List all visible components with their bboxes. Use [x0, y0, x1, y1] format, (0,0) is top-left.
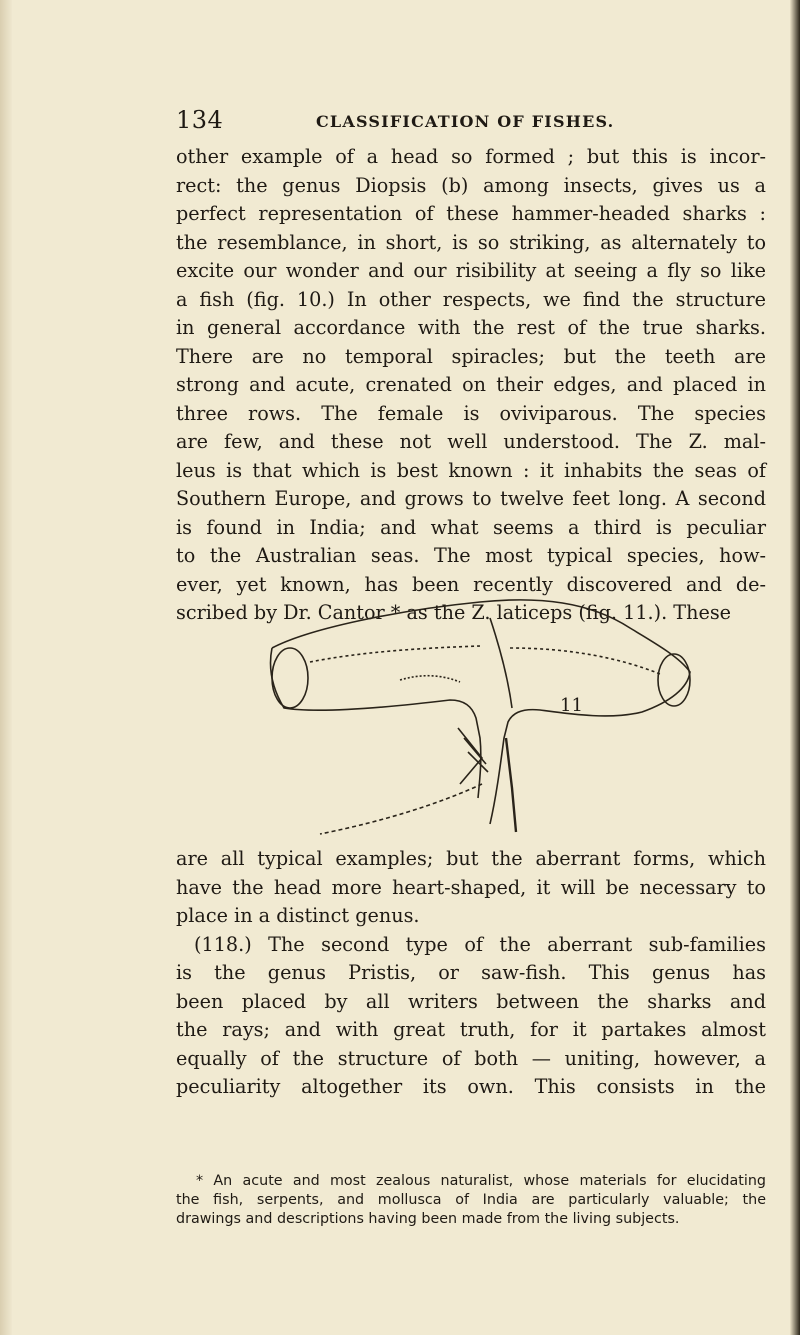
text-line: leus is that which is best known : it inhabits the seas of: [176, 458, 766, 482]
text-line: is the genus Pristis, or saw-fish. This genus has: [176, 961, 766, 984]
text-line: peculiarity altogether its own. This consists in the: [176, 1075, 766, 1098]
text-line: been placed by all writers between the sharks and: [176, 989, 766, 1013]
text-line: are few, and these not well understood. The Z. mal-: [176, 430, 766, 453]
text-line: equally of the structure of both — uniting, however, a: [176, 1046, 766, 1070]
footnote-line: the fish, serpents, and mollusca of India are particularly valuable; the: [176, 1192, 766, 1208]
text-line: There are no temporal spiracles; but the teeth are: [176, 344, 766, 368]
text-line: Southern Europe, and grows to twelve feet long. A second: [176, 487, 766, 510]
text-line: perfect representation of these hammer-headed sharks :: [176, 202, 766, 225]
text-line: a fish (fig. 10.) In other respects, we find the structure: [176, 287, 766, 311]
text-line: excite our wonder and our risibility at seeing a fly so like: [176, 259, 766, 282]
paragraph-2: [176, 845, 766, 1102]
text-line: is found in India; and what seems a third is peculiar: [176, 515, 766, 539]
text-line: the rays; and with great truth, for it partakes almost: [176, 1018, 766, 1041]
hammerhead-head-illustration: [250, 588, 720, 838]
text-line: (118.) The second type of the aberrant sub-families: [194, 932, 766, 956]
footnote-line: * An acute and most zealous naturalist, whose materials for elucidating: [196, 1173, 766, 1189]
text-line: scribed by Dr. Cantor * as the Z. laticeps (fig. 11.). These: [176, 601, 732, 624]
text-line: have the head more heart-shaped, it will be necessary to: [176, 875, 766, 899]
text-line: three rows. The female is oviviparous. The species: [176, 401, 766, 425]
text-line: in general accordance with the rest of the true sharks.: [176, 316, 766, 339]
page-header: [176, 106, 616, 136]
footnote: [176, 1172, 766, 1229]
text-line: the resemblance, in short, is so striking, as alternately to: [176, 230, 766, 254]
text-line: other example of a head so formed ; but this is incor-: [176, 145, 766, 168]
text-line: strong and acute, crenated on their edges, and placed in: [176, 373, 766, 396]
page-edge-left: [0, 0, 12, 1335]
text-line: rect: the genus Diopsis (b) among insects, gives us a: [176, 173, 766, 197]
text-line: are all typical examples; but the aberrant forms, which: [176, 847, 766, 870]
footnote-line: drawings and descriptions having been made from the living subjects.: [176, 1211, 680, 1227]
running-title: CLASSIFICATION OF FISHES.: [316, 112, 615, 131]
paragraph-1: [176, 143, 766, 628]
figure-number: 11: [560, 695, 583, 716]
text-line: place in a distinct genus.: [176, 904, 420, 927]
page-number: 134: [176, 106, 224, 134]
text-line: to the Australian seas. The most typical species, how-: [176, 544, 766, 567]
page-edge-right: [790, 0, 800, 1335]
text-line: ever, yet known, has been recently discovered and de-: [176, 572, 766, 596]
hammerhead-shark-figure: [250, 588, 720, 838]
